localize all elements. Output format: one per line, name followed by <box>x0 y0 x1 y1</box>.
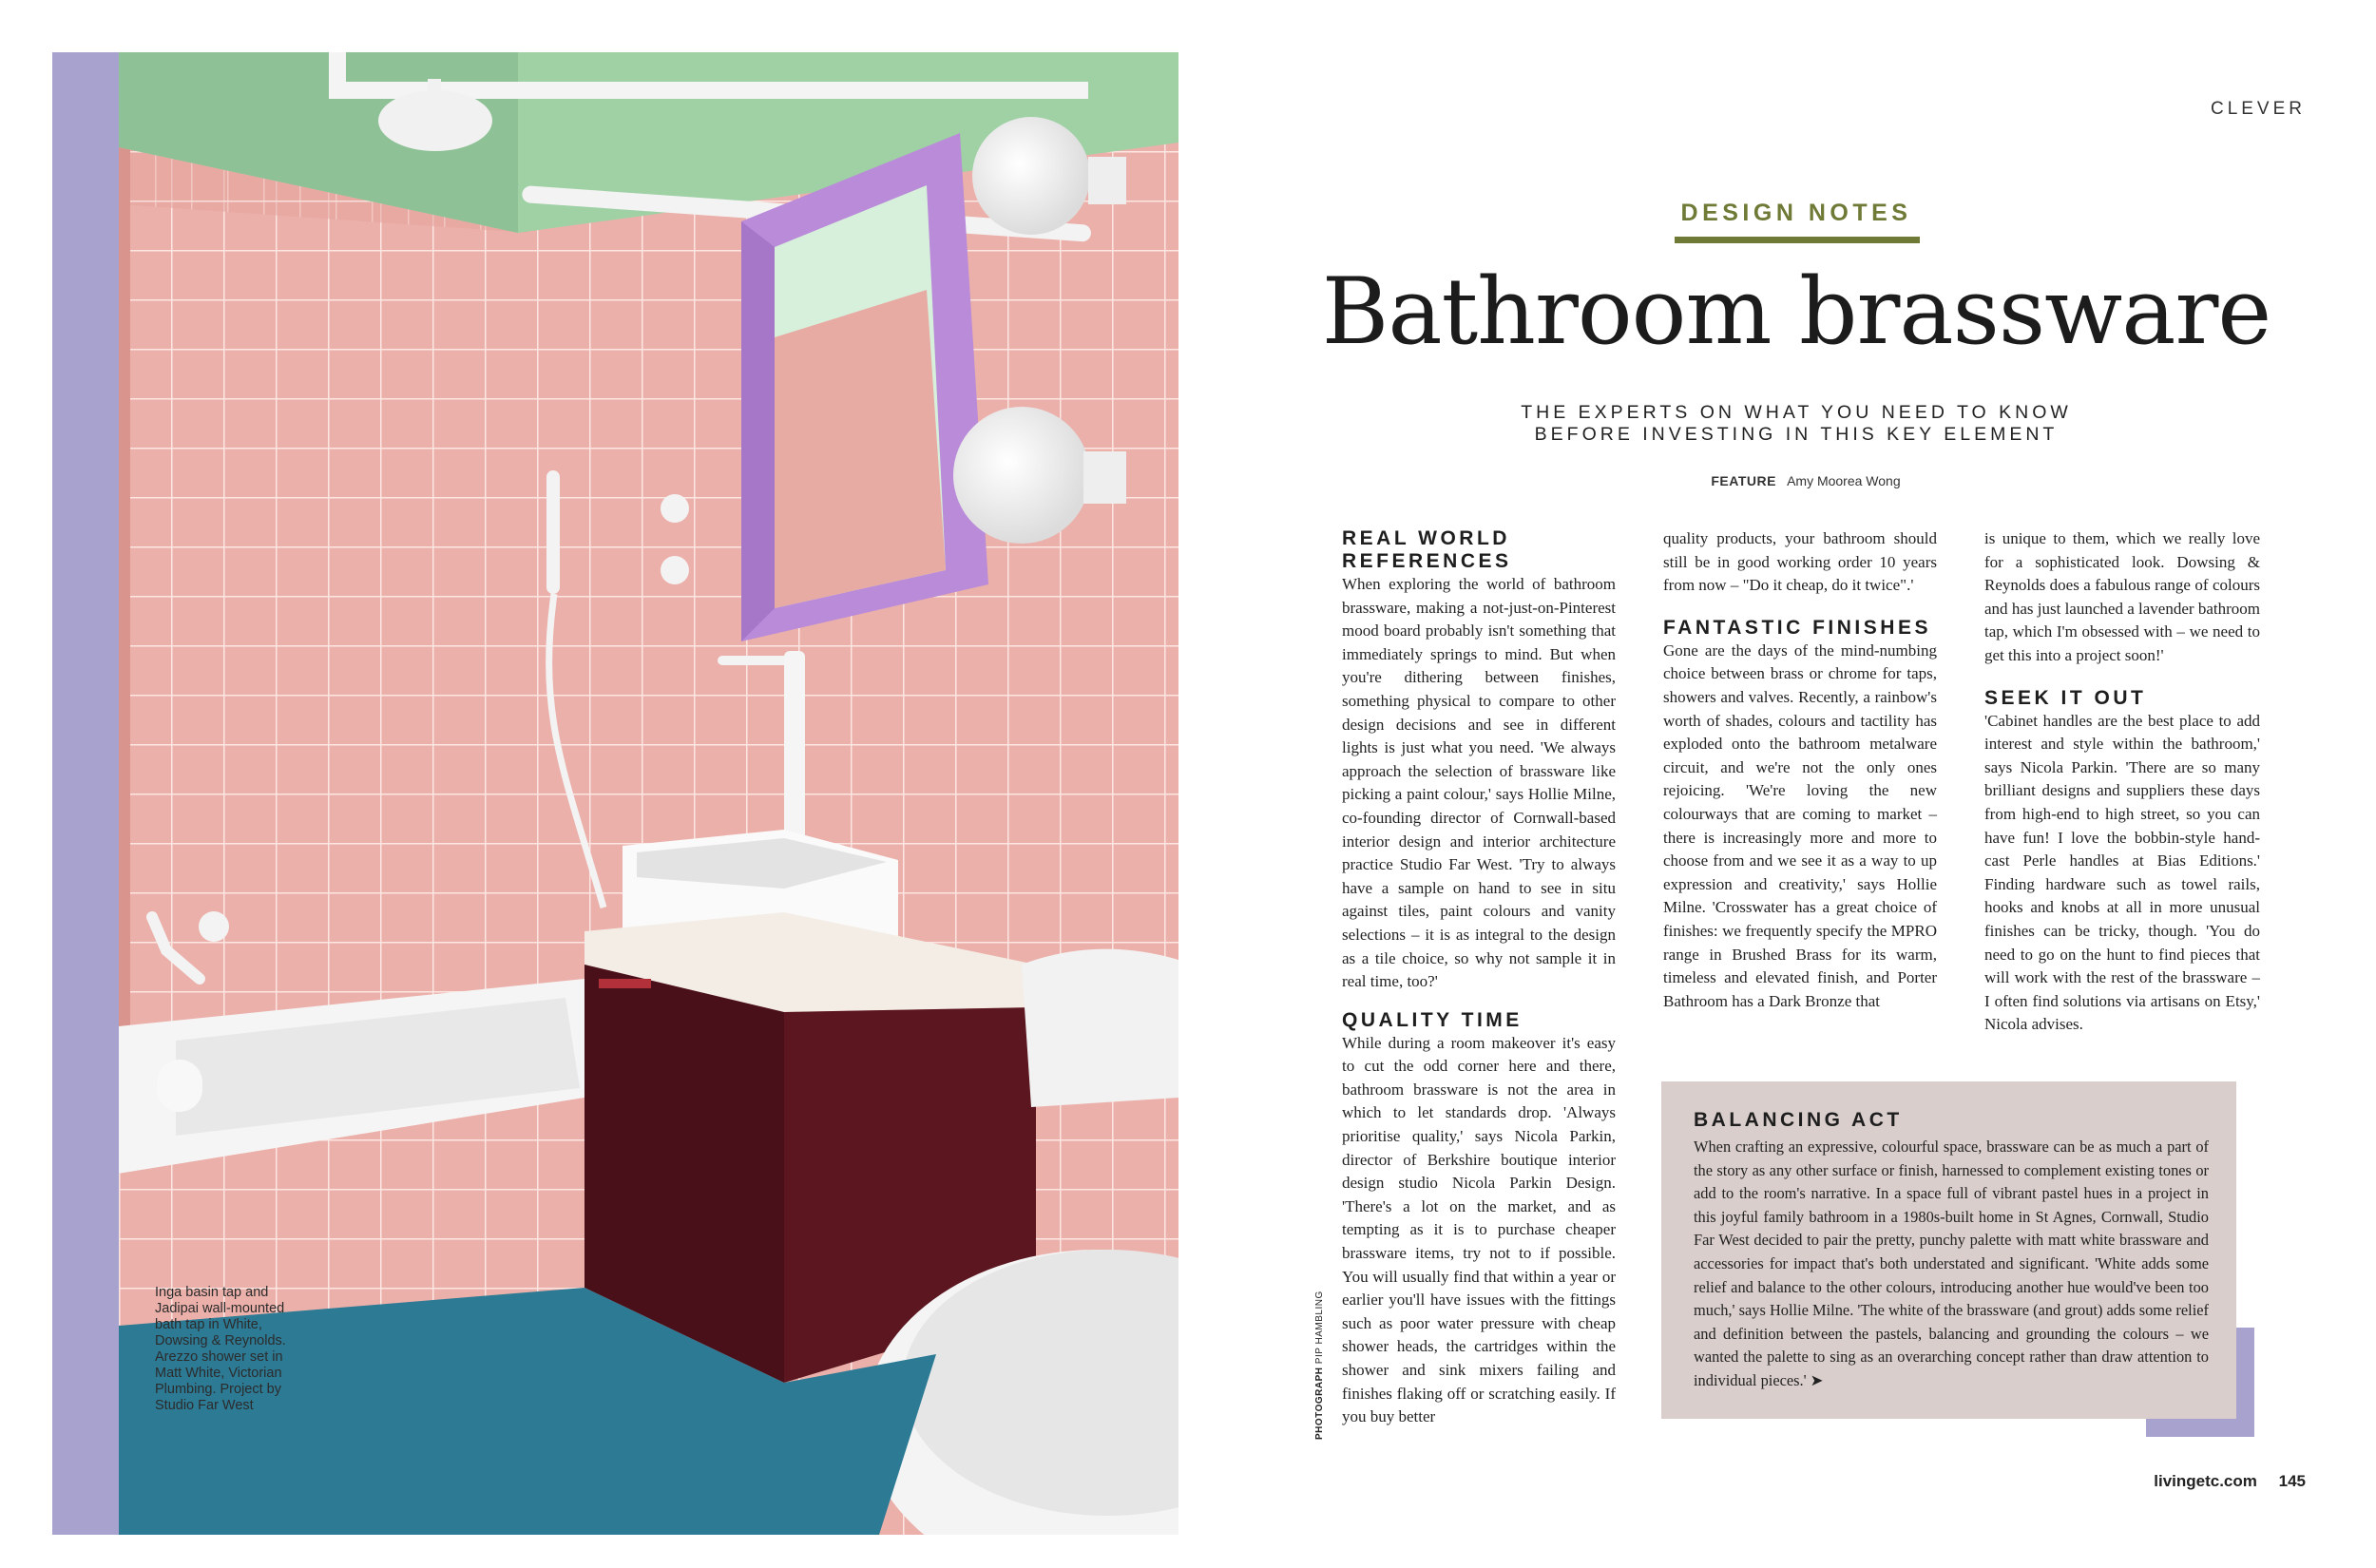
section-tag: CLEVER <box>2210 99 2306 119</box>
byline-label: FEATURE <box>1711 473 1776 488</box>
page-number: 145 <box>2278 1472 2306 1490</box>
globe-light-top <box>972 117 1090 235</box>
column-3 <box>1984 527 2260 1037</box>
body-seek-it-out: 'Cabinet handles are the best place to add interest and style within the bathroom,' says Nicola Parkin. 'There are so many brilliant designs and suppliers these days from high-end to high street, so you can have fun! I love the bobbin-style hand-cast Perle handles at Bias Editions.' Finding hardware such as towel rails, hooks and knobs at all in more unusual finishes can be tricky, though. 'You do need to go on the hunt to find pieces that will work with the rest of the brassware – I often find solutions via artisans on Etsy,' Nicola advises. <box>1984 711 2260 1034</box>
subhead-fantastic-finishes: FANTASTIC FINISHES <box>1663 616 1931 639</box>
globe-light-lower <box>953 407 1090 544</box>
lavender-page-strip <box>52 52 119 1535</box>
box-body: When crafting an expressive, colourful space, brassware can be as much a part of the story as any other surface or finish, harnessed to complement existing tones or add to the room's narrative. In a space full of vibrant pastel hues in a project in this joyful family bathroom in a 1980s-built home in St Agnes, Cornwall, Studio Far West decided to pair the pretty, punchy palette with matt white brassware and accessories for impact that's both understated and significant. 'White adds some relief and balance to the other colours, introducing another hue would've been too much,' says Hollie Milne. 'The white of the brassware (and grout) adds some relief and definition between the pastels, balancing and grounding the colours – we wanted the palette to sing as an overarching concept rather than draw attention to individual pieces.' ➤ <box>1694 1138 2209 1389</box>
byline <box>1616 473 1996 488</box>
kicker: DESIGN NOTES <box>1680 200 1912 226</box>
body-real-world-references: When exploring the world of bathroom brassware, making a not-just-on-Pinterest mood board probably isn't something that immediately springs to mind. But when you're dithering between finishes, something physical to compare to other design decisions and see in different lights is just what you need. 'We always approach the selection of brassware like picking a paint colour,' says Hollie Milne, co-founding director of Cornwall-based interior design and interior architecture practice Studio Far West. 'Try to always have a sample on hand to see in situ against tiles, paint colours and vanity selections – it is as integral to the design as a tile choice, so why not sample it in real time, too?' <box>1342 575 1616 991</box>
headline: Bathroom brassware <box>1321 258 2271 365</box>
body-fantastic-finishes: Gone are the days of the mind-numbing choice between brass or chrome for taps, showers and valves. Recently, a rainbow's worth of shades, colours and tactility has exploded onto the bathroom metalware circuit, and we're not the only ones rejoicing. 'We're loving the new colourways that are coming to market – there is increasingly more and more to choose from and we see it as a way to up expression and creativity,' says Hollie Milne. 'Crosswater has a great choice of finishes: we frequently specify the MPRO range in Brushed Brass for its warm, timeless and elevated finish, and Porter Bathroom has a Dark Bronze that <box>1663 641 1937 1010</box>
folio <box>2154 1472 2306 1491</box>
standfirst-line-2: BEFORE INVESTING IN THIS KEY ELEMENT <box>1534 424 2059 445</box>
photo-credit <box>1314 1291 1325 1440</box>
subhead-real-world-references: REAL WORLD REFERENCES <box>1342 527 1512 572</box>
standfirst <box>1378 402 2214 446</box>
photo-credit-label: PHOTOGRAPH <box>1314 1367 1325 1440</box>
byline-name: Amy Moorea Wong <box>1787 473 1901 488</box>
kicker-rule <box>1675 237 1920 243</box>
subhead-seek-it-out: SEEK IT OUT <box>1984 686 2147 709</box>
column-2 <box>1663 527 1937 1013</box>
box-title: BALANCING ACT <box>1694 1109 1903 1131</box>
folio-site[interactable]: livingetc.com <box>2154 1472 2257 1490</box>
standfirst-line-1: THE EXPERTS ON WHAT YOU NEED TO KNOW <box>1521 402 2072 423</box>
body-quality-time: While during a room makeover it's easy to cut the odd corner here and there, bathroom brassware is not the area in which to let standards drop. 'Always prioritise quality,' says Nicola Parkin, director of Berkshire boutique interior design studio Nicola Parkin Design. 'There's a lot on the market, and as tempting as it is to purchase cheaper brassware items, try not to if possible. You will usually find that within a year or earlier you'll have issues with the fittings such as poor water pressure with cheap shower heads, the cartridges within the shower and sink mixers failing and finishes flaking off or scratching easily. If you buy better <box>1342 1033 1616 1426</box>
body-quality-time-continued: quality products, your bathroom should still be in good working order 10 years from now – "Do it cheap, do it twice".' <box>1663 529 1937 595</box>
photo-caption: Inga basin tap and Jadipai wall-mounted bath tap in White, Dowsing & Reynolds. Arezzo shower set in Matt White, Victorian Plumbing. Project by Studio Far West <box>155 1285 286 1413</box>
white-bath <box>119 979 584 1326</box>
column-1 <box>1342 527 1616 1429</box>
lilac-mirror <box>741 133 988 641</box>
photo-credit-name: PIP HAMBLING <box>1314 1291 1325 1365</box>
body-fantastic-finishes-continued: is unique to them, which we really love for a sophisticated look. Dowsing & Reynolds does a fabulous range of colours and has just launched a lavender bathroom tap, which I'm obsessed with – we need to get this into a project soon!' <box>1984 529 2260 664</box>
subhead-quality-time: QUALITY TIME <box>1342 1008 1523 1031</box>
